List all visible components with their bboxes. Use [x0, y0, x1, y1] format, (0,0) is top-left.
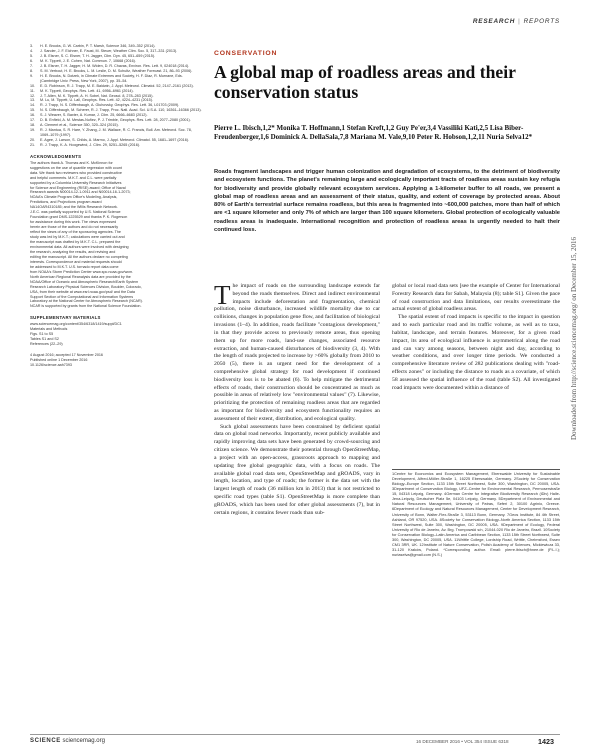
acknowledgments-line: study was led by M.K.T.; calculations were carried out and: [30, 235, 125, 240]
running-head: [473, 18, 560, 25]
acknowledgments-line: USA, from their website at www.esrl.noaa.gov/psd/ and the Data: [30, 289, 135, 294]
reference-text: M. K. Tippett, Geophys. Res. Lett. 41, 6956–6961 (2014).: [40, 88, 134, 93]
affiliations-text: 1Centre for Economics and Ecosystem Management, Eberswalde University for Sustainable Development, Alfred-Möller-Straße 1, 16225 Eberswalde, Germany. 2Society for Conservation Biology–Europe Section, 1133 15th Street Northwest, Suite 300, Washington, DC 20005, USA. 3Department of Conservation Biology, UFZ–Centre for Environmental Research, Permoserstraße 15, 04318 Leipzig, Germany. 4German Centre for Integrative Biodiversity Research (iDiv) Halle-Jena-Leipzig, Deutscher Platz 5e, 04103 Leipzig, Germany. 5Department of Environmental and Natural Resources Management, University of Patras, Seferi 2, 30100 Agrinio, Greece. 6Department of Ecology and Natural Resources Management, Center for Development Research, University of Bonn, Walter-Flex-Straße 3, 53113 Bonn, Germany. 7Geos Institute, 84 4th Street, Ashland, OR 97520, USA. 8Society for Conservation Biology–North America Section, 1133 15th Street Northwest, Suite 300, Washington, DC 20005, USA. 9Department of Ecology, Federal University of Rio de Janeiro, Av. Brg. Trompowski s/n, 21044-020 Rio de Janeiro, Brazil. 10Society for Conservation Biology–Latin America and Caribbean Section, 1133 15th Street Northwest, Suite 300, Washington, DC 20005, USA. 11Writtle College, Lordship Road, Writtle, Chelmsford, Essex CM1 3RR, UK. 12Institute of Nature Conservation, Polish Academy of Sciences, Mickiewicza 33, 31-120 Kraków, Poland.: [392, 472, 560, 552]
reference-number: 19.: [30, 128, 36, 133]
acknowledgments-line: NA14OAR4310185; and the Willis Research Network.: [30, 205, 118, 210]
reference-text: R. J. Trapp, N. S. Diffenbaugh, A. Gluhovsky, Geophys. Res. Lett. 36, L01703 (2009).: [40, 103, 180, 108]
acknowledgments-line: The authors thank A. Thomas and K. McKinnon for: [30, 160, 113, 165]
acknowledgments-line: supported by a Columbia University Research Initiatives: [30, 180, 122, 185]
acknowledgments-line: reflect the views of any of the sponsoring agencies. The: [30, 230, 121, 235]
reference-number: 6.: [30, 58, 34, 63]
acknowledgments-line: for Science and Engineering (RISE) award; Office of Naval: [30, 185, 126, 190]
acknowledgments-line: NCAR is supported by grants from the National Science Foundation.: [30, 304, 142, 309]
reference-text: D. B. Enfield, A. M. Mestas-Nuñez, P. J. Trimble, Geophys. Res. Lett. 28, 2077–2080 (2001).: [40, 118, 191, 123]
footer-issue: 16 DECEMBER 2016 • VOL 354 ISSUE 6318: [416, 739, 509, 744]
reference-number: 20.: [30, 138, 36, 143]
acknowledgments-line: suggestions on the use of quantile regression with count: [30, 165, 122, 170]
drop-cap: T: [214, 280, 231, 310]
reference-number: 5.: [30, 53, 34, 58]
reference-number: 16.: [30, 113, 36, 118]
reference-number: 12.: [30, 93, 36, 98]
acknowledgments-text: [30, 161, 202, 310]
header-separator: |: [518, 18, 521, 25]
supplementary-line: Figs. S1 to S5: [30, 332, 54, 337]
supplementary-line: Tables S1 and S2: [30, 336, 59, 341]
acknowledgments-line: editing the manuscript. All the authors declare no competing: [30, 254, 128, 259]
footer-journal: [30, 738, 105, 744]
author-list: Pierre L. Ibisch,1,2* Monika T. Hoffmann,1 Stefan Kreft,1,2 Guy Pe'er,3,4 Vassiliki Kati,2,5 Lisa Biber-Freudenberger,1,6 Dominick A. DellaSala,7,8 Mariana M. Vale,9,10 Peter R. Hobson,1,2,11 Nuria Selva12*: [214, 124, 533, 142]
reference-text: A. Clement et al., Science 350, 320–324 (2015).: [40, 123, 119, 128]
reference-text: R. J. Trapp, K. A. Hoogewind, J. Clim. 29, 5251–5265 (2016).: [40, 143, 141, 148]
reference-text: H. E. Brooks, N. Dotzek, in Climate Extremes and Society, H. F. Diaz, R. Murnane, Eds. (Cambridge Univ. Press, New York, 2007), pp. 35–54.: [40, 73, 183, 83]
reference-number: 15.: [30, 108, 36, 113]
reference-number: 7.: [30, 63, 34, 68]
acknowledgments-line: be addressed to M.K.T. U.S. tornado report data come: [30, 264, 119, 269]
reference-text: R. J. Mantua, S. R. Hare, Y. Zhang, J. M. Wallace, R. C. Francis, Bull. Am. Meteorol. Soc. 78, 1069–1079 (1997).: [40, 128, 192, 138]
supplementary-list: [30, 322, 202, 347]
body-paragraph: he impact of roads on the surrounding landscape extends far beyond the roads themselves. Direct and indirect environmental impacts include deforestation and fragmentation, chemical pollution, noise disturbance, increased wildlife mortality due to car collisions, changes in population gene flow, and facilitation of biological invasions (1–4). In addition, roads facilitate "contagious development," in that they provide access to previously remote areas, thus opening them up for more roads, land-use changes, associated resource extraction, and human-caused disturbances of biodiversity (3, 4). With the length of roads projected to increase by >60% globally from 2010 to 2050 (5), there is an urgent need for the development of a comprehensive global strategy for road development if continued biodiversity loss is to be abated (6). To help mitigate the detrimental effects of roads, their construction should be concentrated as much as possible in areas of relatively low "environmental values" (7). Likewise, prioritizing the protection of remaining roadless areas that are regarded as important for biodiversity and ecosystem functionality requires an assessment of their extent, distribution, and ecological quality.: [214, 283, 380, 422]
date-line: Published online 1 December 2016: [30, 357, 88, 362]
acknowledgments-line: environmental data. All authors were involved with designing: [30, 244, 129, 249]
body-column-1: [214, 280, 380, 517]
acknowledgments-line: Foundation grant DMS-1225529 and thanks P. K. Rogerson: [30, 215, 128, 220]
acknowledgments-line: North American Regional Reanalysis data are provided by the: [30, 274, 131, 279]
acknowledgments-heading: ACKNOWLEDGMENTS: [30, 154, 82, 160]
reference-text: M. K. Tippett, J. E. Cohen, Nat. Commun. 7, 10668 (2016).: [40, 58, 136, 63]
body-paragraph: global or local road data sets [see the example of Center for International Forestry Research data for Sabah, Malaysia (8); table S1]. Given the pace of road construction and data limitations, our results overestimate the actual extent of global roadless areas.: [392, 283, 560, 313]
supplementary-line: Materials and Methods: [30, 327, 68, 332]
reference-text: E. D. Robinson, R. J. Trapp, M. E. Baldwin, J. Appl. Meteorol. Climatol. 52, 2147–2161 (2013).: [40, 83, 194, 88]
reference-number: 14.: [30, 103, 36, 108]
affiliations-rule: [392, 469, 560, 470]
reference-list: [30, 44, 202, 148]
left-column: [30, 44, 202, 368]
body-column-2: [392, 283, 560, 392]
reference-text: E. Agee, J. Larson, S. Childs, A. Marmo, J. Appl. Meteorol. Climatol. 55, 1681–1697 (2016).: [40, 138, 190, 143]
acknowledgments-line: Predictions, and Projections program award: [30, 200, 102, 205]
download-stamp: Downloaded from http://science.sciencemag.org/ on December 15, 2016: [570, 236, 578, 440]
reference-text: J. Sander, J. F. Eichner, E. Faust, M. Steuer, Weather Clim. Soc. 5, 317–331 (2013).: [40, 48, 178, 53]
reference-text: J. T. Allen, M. K. Tippett, A. H. Sobel, Nat. Geosci. 8, 278–283 (2015).: [40, 93, 154, 98]
reference-text: N. S. Diffenbaugh, M. Scherer, R. J. Trapp, Proc. Natl. Acad. Sci. U.S.A. 110, 16361–16366 (2013).: [40, 108, 202, 113]
body-paragraph: The spatial extent of road impacts is specific to the impact in question and to each particular road and its traffic volume, as well as to taxa, habitat, landscape, and terrain features. Moreover, for a given road impact, its area of ecological influence is asymmetrical along the road and can vary among seasons, between night and day, according to weather conditions, and over longer time periods. We conducted a comprehensive literature review of 282 publications dealing with "road-effects zones" or including the distance to roads as a covariate, of which 58 assessed the spatial influence of the road (table S2). All investigated road impacts were documented within a distance of: [392, 314, 560, 391]
corresponding-author: *Corresponding author. Email: pierre.ibisch@hnee.de (P.L.I.); nuriaselva@gmail.com (N.S.): [392, 547, 560, 557]
acknowledgments-line: Research Laboratory Physical Sciences Division, Boulder, Colorado,: [30, 284, 142, 289]
acknowledgments-line: herein are those of the authors and do not necessarily: [30, 225, 119, 230]
article-title: A global map of roadless areas and their conservation status: [214, 62, 516, 103]
supplementary-line: www.sciencemag.org/content/354/6318/1419/suppl/DC1: [30, 322, 122, 327]
acknowledgments-line: data. We thank two reviewers who provided constructive: [30, 170, 122, 175]
reference-text: J. B. Elsner, T. H. Jagger, H. M. Widen, D. R. Chavas, Environ. Res. Lett. 9, 024018 (2014).: [40, 63, 190, 68]
date-line: 10.1126/science.aah7393: [30, 362, 72, 367]
reference-number: 18.: [30, 123, 36, 128]
journal-site: sciencemag.org: [62, 738, 105, 744]
article-dates: [30, 353, 202, 368]
reference-text: S. J. Weaver, S. Baxter, A. Kumar, J. Clim. 25, 6666–6683 (2012).: [40, 113, 148, 118]
affiliations: [392, 472, 560, 558]
acknowledgments-line: Laboratory at the National Center for Atmospheric Research (NCAR).: [30, 299, 143, 304]
body-paragraph: Such global assessments have been constrained by deficient spatial data on global road networks. Importantly, recent publicly available and rapidly improving data sets have been generated by crowd-sourcing and citizen science. We demonstrate their potential through OpenStreetMap, a project with an open-access, grassroots approach to mapping and updating free global geographic data, with a focus on roads. The available global road data sets, OpenStreetMap and gROADS, vary in length, location, and type of roads; the former is the data set with the largest length of roads (36 million km in 2013) that is not restricted to specific road types (table S1). OpenStreetMap is more complete than gROADS, which has been used for other global assessments (7), but in certain regions, it contains fewer roads than sub-: [214, 423, 380, 516]
reference-number: 9.: [30, 73, 34, 78]
acknowledgments-line: Research awards N00014-12-1-0911 and N00014-16-1-2073;: [30, 190, 131, 195]
reference-number: 4.: [30, 48, 34, 53]
acknowledgments-line: NOAA's Climate Program Office's Modeling, Analysis,: [30, 195, 118, 200]
reference-number: 13.: [30, 98, 36, 103]
acknowledgments-line: from NOAA's Storm Prediction Center www.spc.noaa.gov/wcm.: [30, 269, 134, 274]
section-label: RESEARCH: [472, 18, 516, 25]
date-line: 4 August 2016; accepted 17 November 2016: [30, 352, 103, 357]
reference-number: 3.: [30, 44, 34, 48]
journal-name: SCIENCE: [30, 738, 61, 744]
acknowledgments-line: the research, analyzing the results, and revising and: [30, 249, 116, 254]
reference-number: 17.: [30, 118, 36, 123]
reference-text: H. E. Brooks, G. W. Carbin, P. T. Marsh, Science 346, 349–352 (2014).: [40, 44, 156, 48]
acknowledgments-line: J.E.C. was partially supported by U.S. National Science: [30, 210, 121, 215]
reference-number: 21.: [30, 143, 36, 148]
reference-number: 10.: [30, 83, 36, 88]
reference-item: [30, 128, 202, 138]
page-number: 1423: [538, 737, 554, 746]
subsection-label: REPORTS: [523, 18, 560, 25]
reference-text: S. M. Verbout, H. E. Brooks, L. M. Leslie, D. M. Schultz, Weather Forecast. 21, 86–93 (2006).: [40, 68, 193, 73]
acknowledgments-line: interests. Correspondence and material requests should: [30, 259, 122, 264]
reference-number: 8.: [30, 68, 34, 73]
acknowledgments-line: Support Section of the Computational and Information Systems: [30, 294, 134, 299]
acknowledgments-line: the manuscript was drafted by M.K.T. C.L. prepared the: [30, 240, 121, 245]
reference-item: [30, 74, 202, 84]
acknowledgments-line: and helpful comments. M.K.T. and C.L. were partially: [30, 175, 117, 180]
reference-text: M. Lu, M. Tippett, U. Lall, Geophys. Res. Lett. 42, 4224–4231 (2015).: [40, 98, 153, 103]
reference-item: [30, 143, 202, 148]
abstract: Roads fragment landscapes and trigger human colonization and degradation of ecosystems, to the detriment of biodiversity and ecosystem functions. The planet's remaining large and ecologically important tracts of roadless areas sustain key refugia for biodiversity and provide globally relevant ecosystem services. Applying a 1-kilometer buffer to all roads, we present a global map of roadless areas and an assessment of their status, quality, and extent of coverage by protected areas. About 80% of Earth's terrestrial surface remains roadless, but this area is fragmented into ~600,000 patches, more than half of which are <1 square kilometer and only 7% of which are larger than 100 square kilometers. Global protection of ecologically valuable roadless areas is inadequate. International recognition and protection of roadless areas is urgently needed to halt their continued loss.: [214, 169, 560, 233]
acknowledgments-line: NOAA/Office of Oceanic and Atmospheric Research/Earth System: [30, 279, 139, 284]
reference-text: J. B. Elsner, S. C. Elsner, T. H. Jagger, Clim. Dyn. 45, 651–659 (2015).: [40, 53, 156, 58]
article-kicker: CONSERVATION: [214, 50, 278, 57]
acknowledgments-line: for assistance during this work. The views expressed: [30, 220, 117, 225]
supplementary-line: References (22–29): [30, 341, 63, 346]
reference-number: 11.: [30, 88, 35, 93]
footer-rule: [30, 734, 560, 735]
supplementary-heading: SUPPLEMENTARY MATERIALS: [30, 315, 101, 321]
